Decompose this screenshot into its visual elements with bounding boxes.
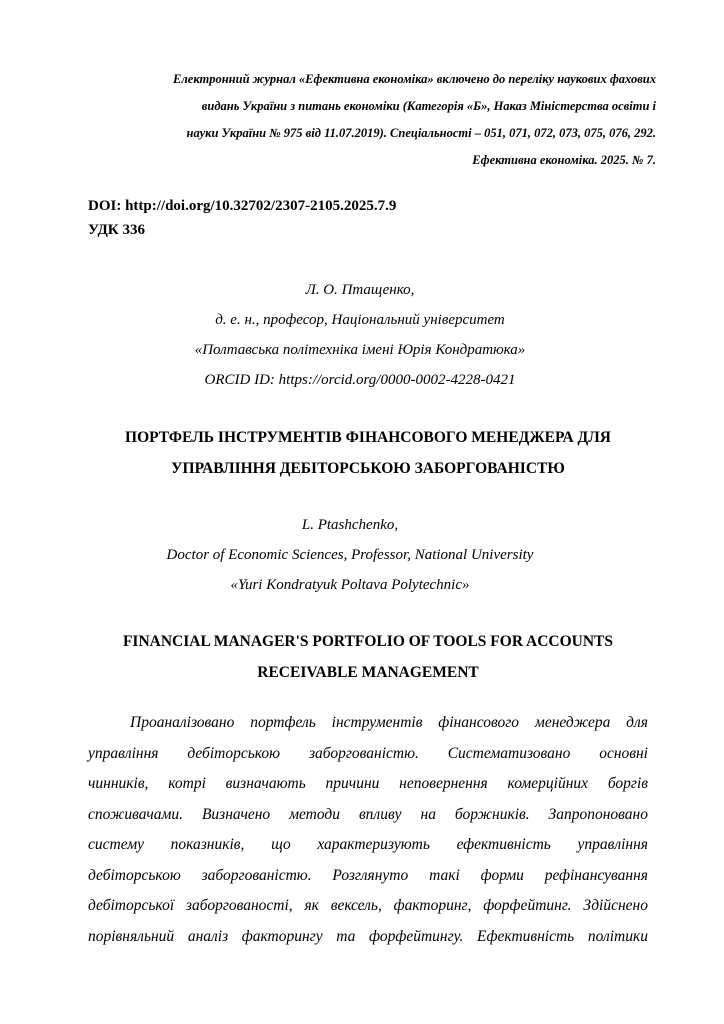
abstract-line: порівняльний аналіз факторингу та форфейтингу. Ефективність політики — [88, 927, 648, 945]
abstract-line: управління дебіторською заборгованістю. Систематизовано основні — [88, 744, 648, 762]
title-ua-line: УПРАВЛІННЯ ДЕБІТОРСЬКОЮ ЗАБОРГОВАНІСТЮ — [171, 460, 565, 477]
author-name-ua: Л. О. Птащенко, — [305, 282, 415, 298]
journal-citation: Ефективна економіка. 2025. № 7. — [472, 153, 656, 167]
abstract-line: Проаналізовано портфель інструментів фінансового менеджера для — [130, 714, 648, 731]
author-position-en: Doctor of Economic Sciences, Professor, National University — [166, 547, 534, 563]
author-university-ua: «Полтавська політехніка імені Юрія Кондратюка» — [194, 342, 526, 358]
abstract-line: дебіторською заборгованістю. Розглянуто такі форми рефінансування — [88, 866, 648, 884]
journal-header-line: Електронний журнал «Ефективна економіка» включено до переліку наукових фахових — [173, 72, 656, 86]
title-en-line: RECEIVABLE MANAGEMENT — [257, 664, 479, 681]
author-name-en: L. Ptashchenko, — [301, 517, 399, 533]
title-en-line: FINANCIAL MANAGER'S PORTFOLIO OF TOOLS FOR ACCOUNTS — [122, 633, 614, 650]
abstract-line: чинників, котрі визначають причини неповернення комерційних боргів — [88, 775, 648, 792]
abstract-ua — [88, 708, 648, 952]
doi-block — [88, 194, 396, 242]
author-info-en — [120, 510, 580, 600]
article-title-ua — [88, 422, 648, 484]
doi-link[interactable]: DOI: http://doi.org/10.32702/2307-2105.2025.7.9 — [88, 198, 397, 214]
abstract-line: систему показників, що характеризують ефективність управління — [88, 836, 648, 853]
title-ua-line: ПОРТФЕЛЬ ІНСТРУМЕНТІВ ФІНАНСОВОГО МЕНЕДЖЕРА ДЛЯ — [125, 429, 611, 446]
abstract-line: дебіторської заборгованості, як вексель, факторинг, форфейтинг. Здійснено — [88, 897, 648, 914]
abstract-line: споживачами. Визначено методи впливу на боржників. Запропоновано — [88, 805, 648, 823]
author-university-en: «Yuri Kondratyuk Poltava Polytechnic» — [230, 577, 470, 593]
article-title-en — [88, 626, 648, 688]
journal-header-line: науки України № 975 від 11.07.2019). Спеціальності – 051, 071, 072, 073, 075, 076, 292. — [186, 126, 656, 140]
journal-header-line: видань України з питань економіки (Категорія «Б», Наказ Міністерства освіти і — [201, 99, 656, 113]
author-info-ua — [160, 275, 560, 395]
author-orcid[interactable]: ORCID ID: https://orcid.org/0000-0002-4228-0421 — [204, 372, 516, 388]
journal-header — [80, 66, 656, 174]
author-position-ua: д. е. н., професор, Національний університет — [215, 312, 505, 328]
udk-code: УДК 336 — [88, 222, 145, 238]
